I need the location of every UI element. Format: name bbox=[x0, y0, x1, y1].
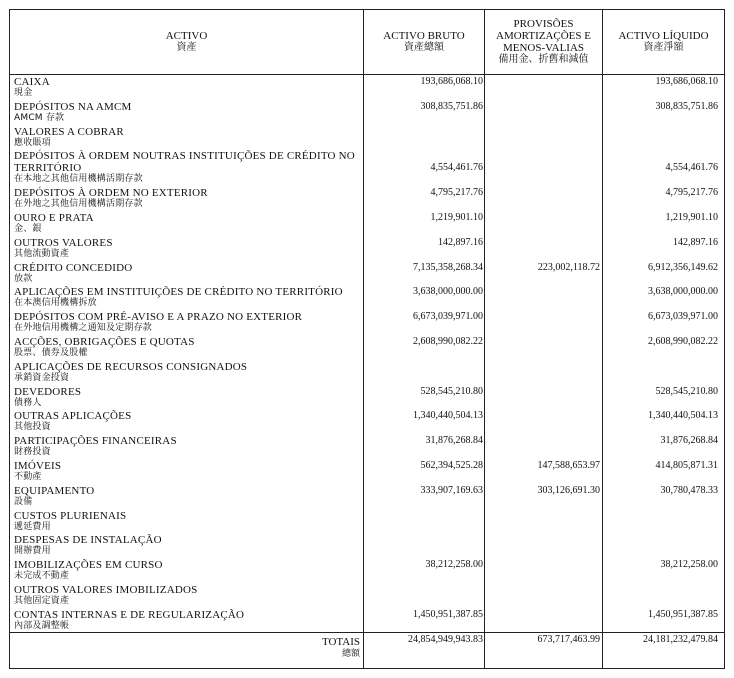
cell-provisoes: 147,588,653.97 bbox=[537, 459, 600, 471]
table-row bbox=[10, 260, 724, 285]
totals-provisoes: 673,717,463.99 bbox=[537, 634, 600, 645]
row-label-zh: 在本澳信用機構拆放 bbox=[14, 298, 97, 309]
cell-activo-bruto: 193,686,068.10 bbox=[420, 76, 483, 87]
row-label-pt: CUSTOS PLURIENAIS bbox=[14, 509, 127, 522]
row-label bbox=[14, 286, 364, 308]
row-label bbox=[14, 187, 364, 209]
header-activo bbox=[10, 10, 363, 74]
row-label bbox=[14, 336, 364, 358]
row-label-zh: 不動產 bbox=[14, 471, 42, 482]
header-prov-pt3: MENOS-VALIAS bbox=[502, 42, 585, 54]
row-label-zh: 承銷資金投資 bbox=[14, 372, 70, 383]
cell-activo-liquido: 528,545,210.80 bbox=[655, 385, 718, 397]
table-row bbox=[10, 508, 724, 533]
row-label bbox=[14, 510, 364, 532]
row-label-pt-cont: TERRITÓRIO bbox=[14, 162, 82, 175]
header-activo-pt: ACTIVO bbox=[165, 30, 208, 42]
cell-activo-bruto: 6,673,039,971.00 bbox=[413, 311, 483, 323]
table-body bbox=[10, 74, 724, 632]
cell-activo-bruto: 38,212,258.00 bbox=[425, 559, 483, 571]
header-activo-bruto bbox=[364, 10, 484, 74]
row-label-pt: OURO E PRATA bbox=[14, 211, 94, 224]
table-row bbox=[10, 334, 724, 359]
cell-activo-bruto: 308,835,751.86 bbox=[420, 100, 483, 112]
table-row bbox=[10, 557, 724, 582]
row-label bbox=[14, 76, 364, 98]
cell-provisoes: 303,126,691.30 bbox=[537, 484, 600, 496]
row-label-zh: 未完成不動產 bbox=[14, 571, 70, 582]
row-label-pt: CONTAS INTERNAS E DE REGULARIZAÇÃO bbox=[14, 608, 245, 621]
row-label-zh: 應收賬項 bbox=[14, 137, 51, 148]
row-label bbox=[14, 311, 364, 333]
row-label bbox=[14, 584, 364, 606]
row-label-pt: CRÉDITO CONCEDIDO bbox=[14, 261, 133, 274]
row-label-zh: 其他固定資產 bbox=[14, 595, 70, 606]
row-label-zh: 在外地信用機構之通知及定期存款 bbox=[14, 323, 153, 334]
header-prov-pt1: PROVISÕES bbox=[513, 18, 574, 30]
row-label-pt: APLICAÇÕES DE RECURSOS CONSIGNADOS bbox=[14, 360, 248, 373]
table-row bbox=[10, 582, 724, 607]
row-label bbox=[14, 361, 364, 383]
row-label bbox=[14, 609, 364, 631]
cell-activo-bruto: 4,795,217.76 bbox=[430, 187, 483, 199]
row-label-pt: OUTRAS APLICAÇÕES bbox=[14, 410, 132, 423]
row-label bbox=[14, 386, 364, 408]
header-bruto-zh: 資產總額 bbox=[404, 42, 444, 53]
cell-activo-liquido: 2,608,990,082.22 bbox=[648, 335, 718, 347]
table-row bbox=[10, 359, 724, 384]
totals-row bbox=[10, 632, 724, 670]
header-prov-pt2: AMORTIZAÇÕES E bbox=[496, 30, 591, 42]
table-row bbox=[10, 284, 724, 309]
cell-activo-liquido: 3,638,000,000.00 bbox=[648, 286, 718, 298]
cell-activo-liquido: 308,835,751.86 bbox=[655, 100, 718, 112]
header-prov-zh: 備用金、折舊和減值 bbox=[498, 54, 589, 65]
row-label-zh: 現金 bbox=[14, 88, 33, 98]
totals-label-zh: 總額 bbox=[341, 649, 360, 659]
row-label-pt: IMÓVEIS bbox=[14, 459, 62, 472]
totals-bruto: 24,854,949,943.83 bbox=[408, 634, 483, 645]
table-row bbox=[10, 210, 724, 235]
totals-liquido: 24,181,232,479.84 bbox=[643, 634, 718, 645]
row-label-zh: 放款 bbox=[14, 273, 33, 284]
table-row bbox=[10, 384, 724, 409]
row-label-zh: 其他流動資產 bbox=[14, 248, 70, 259]
row-label-zh: 股票、債券及股權 bbox=[14, 347, 88, 358]
row-label-pt: PARTICIPAÇÕES FINANCEIRAS bbox=[14, 435, 177, 448]
header-liq-pt: ACTIVO LÍQUIDO bbox=[618, 30, 709, 42]
cell-activo-liquido: 30,780,478.33 bbox=[660, 484, 718, 496]
row-label-pt: DEPÓSITOS COM PRÉ-AVISO E A PRAZO NO EXTERIOR bbox=[14, 311, 303, 324]
row-label-pt: CAIXA bbox=[14, 76, 50, 88]
cell-activo-bruto: 4,554,461.76 bbox=[430, 162, 483, 174]
row-label-zh: 在本地之其他信用機構活期存款 bbox=[14, 174, 143, 185]
row-label-pt: VALORES A COBRAR bbox=[14, 125, 124, 138]
cell-activo-liquido: 414,805,871.31 bbox=[655, 459, 718, 471]
cell-activo-liquido: 6,912,356,149.62 bbox=[648, 261, 718, 273]
row-label bbox=[14, 410, 364, 432]
row-label-zh: 在外地之其他信用機構活期存款 bbox=[14, 199, 143, 210]
row-label bbox=[14, 460, 364, 482]
cell-activo-bruto: 3,638,000,000.00 bbox=[413, 286, 483, 298]
row-label bbox=[14, 485, 364, 507]
cell-activo-liquido: 4,795,217.76 bbox=[665, 187, 718, 199]
row-label bbox=[14, 126, 364, 148]
row-label-zh: 金、銀 bbox=[14, 223, 42, 234]
cell-activo-liquido: 1,219,901.10 bbox=[665, 211, 718, 223]
table-row bbox=[10, 74, 724, 99]
cell-activo-bruto: 562,394,525.28 bbox=[420, 459, 483, 471]
header-activo-zh: 資產 bbox=[176, 42, 197, 53]
table-row bbox=[10, 458, 724, 483]
header-liq-zh: 資產淨額 bbox=[643, 42, 684, 53]
table-row bbox=[10, 433, 724, 458]
row-label-pt: OUTROS VALORES bbox=[14, 236, 113, 249]
row-label-zh: 開辦費用 bbox=[14, 546, 51, 557]
table-row bbox=[10, 408, 724, 433]
row-label bbox=[14, 150, 364, 184]
row-label-pt: DESPESAS DE INSTALAÇÃO bbox=[14, 534, 162, 547]
cell-activo-bruto: 7,135,358,268.34 bbox=[413, 261, 483, 273]
cell-activo-bruto: 31,876,268.84 bbox=[425, 435, 483, 447]
balance-sheet-table bbox=[9, 9, 725, 669]
table-row bbox=[10, 235, 724, 260]
header-bruto-pt: ACTIVO BRUTO bbox=[383, 30, 465, 42]
row-label bbox=[14, 237, 364, 259]
cell-activo-liquido: 1,450,951,387.85 bbox=[648, 608, 718, 620]
cell-activo-liquido: 193,686,068.10 bbox=[655, 76, 718, 87]
row-label-zh: 財務投資 bbox=[14, 447, 51, 458]
cell-activo-liquido: 4,554,461.76 bbox=[665, 162, 718, 174]
table-row bbox=[10, 185, 724, 210]
table-row bbox=[10, 124, 724, 149]
row-label-pt: DEVEDORES bbox=[14, 385, 82, 398]
cell-activo-bruto: 333,907,169.63 bbox=[420, 484, 483, 496]
cell-activo-liquido: 31,876,268.84 bbox=[660, 435, 718, 447]
totals-label bbox=[310, 636, 360, 660]
cell-activo-bruto: 1,340,440,504.13 bbox=[413, 410, 483, 422]
table-row bbox=[10, 309, 724, 334]
table-row bbox=[10, 532, 724, 557]
row-label-pt: DEPÓSITOS NA AMCM bbox=[14, 100, 132, 113]
cell-activo-bruto: 528,545,210.80 bbox=[420, 385, 483, 397]
row-label bbox=[14, 435, 364, 457]
cell-provisoes: 223,002,118.72 bbox=[537, 261, 600, 273]
cell-activo-bruto: 1,450,951,387.85 bbox=[413, 608, 483, 620]
row-label-pt: DEPÓSITOS À ORDEM NOUTRAS INSTITUIÇÕES DE CRÉDITO NO bbox=[14, 150, 355, 163]
cell-activo-liquido: 1,340,440,504.13 bbox=[648, 410, 718, 422]
header-activo-liquido bbox=[603, 10, 724, 74]
table-row bbox=[10, 483, 724, 508]
table-row bbox=[10, 99, 724, 124]
row-label-pt: IMOBILIZAÇÕES EM CURSO bbox=[14, 559, 163, 572]
row-label-pt: APLICAÇÕES EM INSTITUIÇÕES DE CRÉDITO NO TERRITÓRIO bbox=[14, 286, 343, 299]
table-row bbox=[10, 607, 724, 632]
cell-activo-liquido: 142,897.16 bbox=[673, 236, 718, 248]
cell-activo-bruto: 142,897.16 bbox=[438, 236, 483, 248]
row-label-pt: OUTROS VALORES IMOBILIZADOS bbox=[14, 583, 198, 596]
row-label-zh: 內部及調整帳 bbox=[14, 620, 70, 631]
row-label bbox=[14, 534, 364, 556]
row-label bbox=[14, 212, 364, 234]
row-label-zh: 設備 bbox=[14, 496, 33, 507]
row-label-pt: EQUIPAMENTO bbox=[14, 484, 95, 497]
row-label bbox=[14, 101, 364, 123]
header-provisoes bbox=[485, 10, 602, 74]
row-label-pt: DEPÓSITOS À ORDEM NO EXTERIOR bbox=[14, 187, 208, 200]
row-label-zh: 其他投資 bbox=[14, 422, 51, 433]
row-label bbox=[14, 559, 364, 581]
cell-activo-bruto: 1,219,901.10 bbox=[430, 211, 483, 223]
row-label-zh: 遞延費用 bbox=[14, 521, 51, 532]
row-label-zh: 債務人 bbox=[14, 397, 42, 408]
table-row bbox=[10, 148, 724, 185]
totals-label-pt: TOTAIS bbox=[321, 636, 360, 648]
cell-activo-bruto: 2,608,990,082.22 bbox=[413, 335, 483, 347]
row-label-pt: ACÇÕES, OBRIGAÇÕES E QUOTAS bbox=[14, 335, 195, 348]
row-label bbox=[14, 262, 364, 284]
row-label-zh: AMCM 存款 bbox=[14, 112, 65, 123]
cell-activo-liquido: 38,212,258.00 bbox=[660, 559, 718, 571]
cell-activo-liquido: 6,673,039,971.00 bbox=[648, 311, 718, 323]
